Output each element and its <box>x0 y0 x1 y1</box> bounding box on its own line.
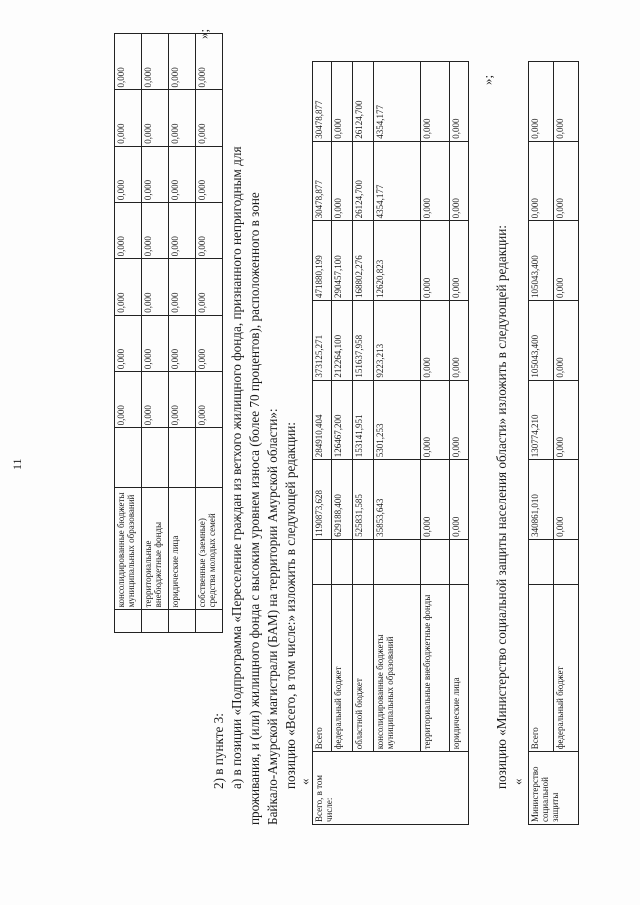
value-cell: 0,000 <box>332 62 353 142</box>
row-label: федеральный бюджет <box>332 584 353 751</box>
value-cell: 0,000 <box>554 62 579 142</box>
value-cell: 0,000 <box>421 300 450 380</box>
empty-cell <box>529 539 554 584</box>
value-cell: 130774,210 <box>529 380 554 460</box>
empty-cell <box>374 539 421 584</box>
empty-cell <box>115 610 142 633</box>
table-row <box>374 62 421 825</box>
value-cell: 0,000 <box>115 315 142 371</box>
empty-cell <box>115 428 142 488</box>
value-cell: 5301,253 <box>374 380 421 460</box>
value-cell: 0,000 <box>332 141 353 221</box>
value-cell: 0,000 <box>142 90 169 146</box>
paragraph-line-2: проживания, и (или) жилищного фонда с высоким уровнем износа (более 70 процентов), расположенного в зоне <box>247 192 262 825</box>
row-label: собственные (заемные) средства молодых семей <box>196 488 223 610</box>
value-cell: 0,000 <box>142 372 169 428</box>
value-cell: 0,000 <box>529 141 554 221</box>
row-label: консолидированные бюджеты муниципальных образований <box>374 584 421 751</box>
value-cell: 0,000 <box>554 221 579 301</box>
value-cell: 0,000 <box>529 62 554 142</box>
table-row <box>196 34 223 633</box>
value-cell: 151637,958 <box>353 300 374 380</box>
value-cell: 0,000 <box>115 90 142 146</box>
value-cell: 284910,404 <box>313 380 332 460</box>
value-cell: 0,000 <box>554 300 579 380</box>
value-cell: 105043,400 <box>529 300 554 380</box>
value-cell: 0,000 <box>169 259 196 315</box>
value-cell: 0,000 <box>169 146 196 202</box>
value-cell: 0,000 <box>169 203 196 259</box>
value-cell: 0,000 <box>450 380 469 460</box>
paragraph-line-3: Байкало-Амурской магистрали (БАМ) на территории Амурской области»: <box>265 408 280 825</box>
value-cell: 126467,200 <box>332 380 353 460</box>
value-cell: 12620,823 <box>374 221 421 301</box>
table-row <box>421 62 450 825</box>
value-cell: 153141,951 <box>353 380 374 460</box>
value-cell: 0,000 <box>421 221 450 301</box>
value-cell: 105043,400 <box>529 221 554 301</box>
empty-cell <box>332 539 353 584</box>
value-cell: 0,000 <box>196 259 223 315</box>
table-row <box>332 62 353 825</box>
row-label: областной бюджет <box>353 584 374 751</box>
value-cell: 290457,100 <box>332 221 353 301</box>
value-cell: 0,000 <box>115 34 142 90</box>
value-cell: 4354,177 <box>374 141 421 221</box>
value-cell: 30478,877 <box>313 62 332 142</box>
group-label: Министерство социальной защиты <box>529 752 579 825</box>
table-total <box>312 61 469 825</box>
value-cell: 0,000 <box>142 146 169 202</box>
table-row <box>313 62 332 825</box>
empty-cell <box>196 610 223 633</box>
empty-cell <box>196 428 223 488</box>
paragraph-item-2: 2) в пункте 3: <box>211 713 226 789</box>
empty-cell <box>142 610 169 633</box>
table-row <box>142 34 169 633</box>
value-cell: 0,000 <box>115 372 142 428</box>
value-cell: 0,000 <box>142 315 169 371</box>
value-cell: 0,000 <box>169 90 196 146</box>
row-label: территориальные внебюджетные фонды <box>142 488 169 610</box>
value-cell: 0,000 <box>450 62 469 142</box>
row-label: юридические лица <box>450 584 469 751</box>
value-cell: 340861,010 <box>529 460 554 540</box>
closing-quote-top: »; <box>196 28 211 39</box>
paragraph-position-ministry: позицию «Министерство социальной защиты населения области» изложить в следующей редакции: <box>494 225 509 789</box>
value-cell: 0,000 <box>142 203 169 259</box>
value-cell: 0,000 <box>142 259 169 315</box>
value-cell: 0,000 <box>421 380 450 460</box>
table-ministry <box>528 61 579 825</box>
table-row <box>115 34 142 633</box>
value-cell: 9223,213 <box>374 300 421 380</box>
row-label: территориальные внебюджетные фонды <box>421 584 450 751</box>
row-label: консолидированные бюджеты муниципальных образований <box>115 488 142 610</box>
value-cell: 629188,400 <box>332 460 353 540</box>
empty-cell <box>169 610 196 633</box>
value-cell: 0,000 <box>169 315 196 371</box>
group-label: Всего, в том числе: <box>313 752 469 825</box>
value-cell: 0,000 <box>196 372 223 428</box>
value-cell: 0,000 <box>196 315 223 371</box>
table-row <box>529 62 554 825</box>
value-cell: 0,000 <box>421 62 450 142</box>
value-cell: 0,000 <box>142 34 169 90</box>
value-cell: 471880,199 <box>313 221 332 301</box>
value-cell: 0,000 <box>554 460 579 540</box>
row-label: Всего <box>313 584 332 751</box>
value-cell: 0,000 <box>196 146 223 202</box>
closing-quote-mid: »; <box>480 74 495 85</box>
empty-cell <box>450 539 469 584</box>
value-cell: 212264,100 <box>332 300 353 380</box>
value-cell: 30478,877 <box>313 141 332 221</box>
table-top <box>114 33 223 633</box>
value-cell: 0,000 <box>169 34 196 90</box>
value-cell: 168802,276 <box>353 221 374 301</box>
value-cell: 35853,643 <box>374 460 421 540</box>
table-row <box>554 62 579 825</box>
table-row <box>169 34 196 633</box>
open-quote-bottom: « <box>510 778 525 785</box>
table-row <box>353 62 374 825</box>
empty-cell <box>421 539 450 584</box>
row-label: федеральный бюджет <box>554 584 579 751</box>
page-number: 11 <box>10 458 24 470</box>
value-cell: 0,000 <box>554 141 579 221</box>
value-cell: 1190873,628 <box>313 460 332 540</box>
row-label: юридические лица <box>169 488 196 610</box>
value-cell: 0,000 <box>450 300 469 380</box>
empty-cell <box>313 539 332 584</box>
value-cell: 0,000 <box>421 460 450 540</box>
value-cell: 0,000 <box>169 372 196 428</box>
value-cell: 0,000 <box>196 34 223 90</box>
value-cell: 0,000 <box>196 90 223 146</box>
value-cell: 0,000 <box>450 141 469 221</box>
value-cell: 26124,700 <box>353 62 374 142</box>
value-cell: 4354,177 <box>374 62 421 142</box>
row-label: Всего <box>529 584 554 751</box>
empty-cell <box>353 539 374 584</box>
value-cell: 0,000 <box>196 203 223 259</box>
value-cell: 373125,271 <box>313 300 332 380</box>
paragraph-subitem-a: а) в позиции «Подпрограмма «Переселение граждан из ветхого жилищного фонда, признанного непригодным для <box>229 146 244 789</box>
paragraph-position-total: позицию «Всего, в том числе:» изложить в следующей редакции: <box>283 422 298 789</box>
empty-cell <box>554 539 579 584</box>
value-cell: 0,000 <box>450 460 469 540</box>
value-cell: 0,000 <box>115 146 142 202</box>
value-cell: 0,000 <box>554 380 579 460</box>
empty-cell <box>169 428 196 488</box>
value-cell: 525831,585 <box>353 460 374 540</box>
open-quote-mid: « <box>297 778 312 785</box>
value-cell: 0,000 <box>421 141 450 221</box>
value-cell: 0,000 <box>115 259 142 315</box>
value-cell: 26124,700 <box>353 141 374 221</box>
table-row <box>450 62 469 825</box>
value-cell: 0,000 <box>115 203 142 259</box>
empty-cell <box>142 428 169 488</box>
value-cell: 0,000 <box>450 221 469 301</box>
